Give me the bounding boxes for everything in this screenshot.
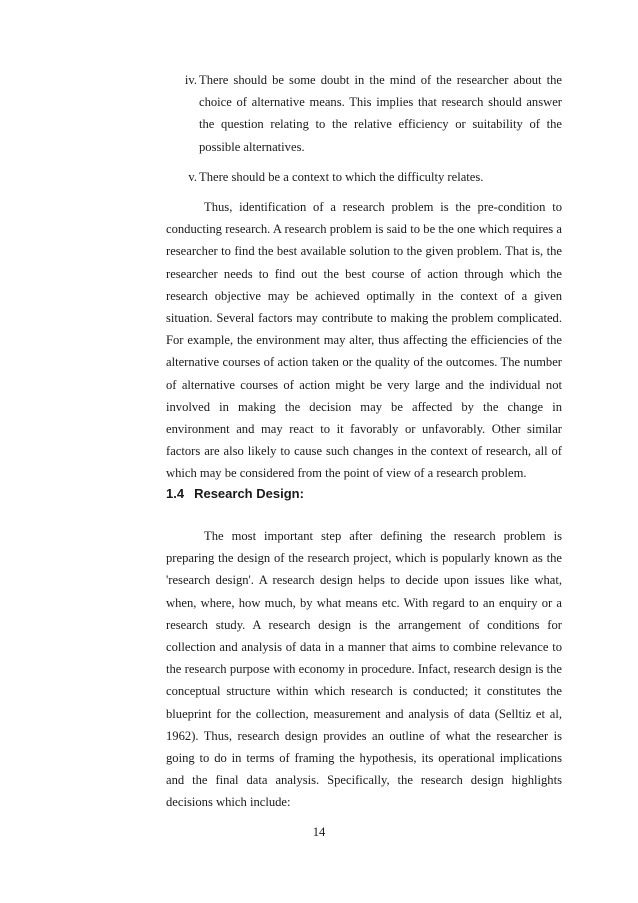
list-item-text: There should be some doubt in the mind of the researcher about the choice of alternative means. This implies that research should answer the question relating to the relative efficiency or suitability of the possible alternatives. <box>199 73 562 154</box>
list-item <box>166 69 562 158</box>
list-item-text: There should be a context to which the difficulty relates. <box>199 169 484 184</box>
list-item-numeral: v. <box>188 169 197 184</box>
list-item <box>166 166 562 188</box>
section-title: Research Design: <box>194 486 304 501</box>
page-number: 14 <box>312 825 326 839</box>
body-paragraph-research-design: The most important step after defining the research problem is preparing the design of the research project, which is popularly known as the 'research design'. A research design helps to decide upon issues like what, when, where, how much, by what means etc. With regard to an enquiry or a research study. A research design is the arrangement of conditions for collection and analysis of data in a manner that aims to combine relevance to the research purpose with economy in procedure. Infact, research design is the conceptual structure within which research is conducted; it constitutes the blueprint for the collection, measurement and analysis of data (Selltiz et al, 1962). Thus, research design provides an outline of what the researcher is going to do in terms of framing the hypothesis, its operational implications and the final data analysis. Specifically, the research design highlights decisions which include: <box>166 529 562 810</box>
section-number: 1.4 <box>166 486 185 501</box>
condition-list <box>166 69 562 196</box>
list-item-numeral: iv. <box>184 73 197 87</box>
section-heading <box>166 483 304 505</box>
body-paragraph-research-problem: Thus, identification of a research problem is the pre-condition to conducting research. A research problem is said to be the one which requires a researcher to find the best available solution to the given problem. That is, the researcher needs to find out the best course of action through which the research objective may be achieved optimally in the context of a given situation. Several factors may contribute to making the problem complicated. For example, the environment may alter, thus affecting the efficiencies of the alternative courses of action taken or the quality of the outcomes. The number of alternative courses of action might be very large and the individual not involved in making the decision may be affected by the change in environment and may react to it favorably or unfavorably. Other similar factors are also likely to cause such changes in the context of research, all of which may be considered from the point of view of a research problem. <box>166 200 562 481</box>
